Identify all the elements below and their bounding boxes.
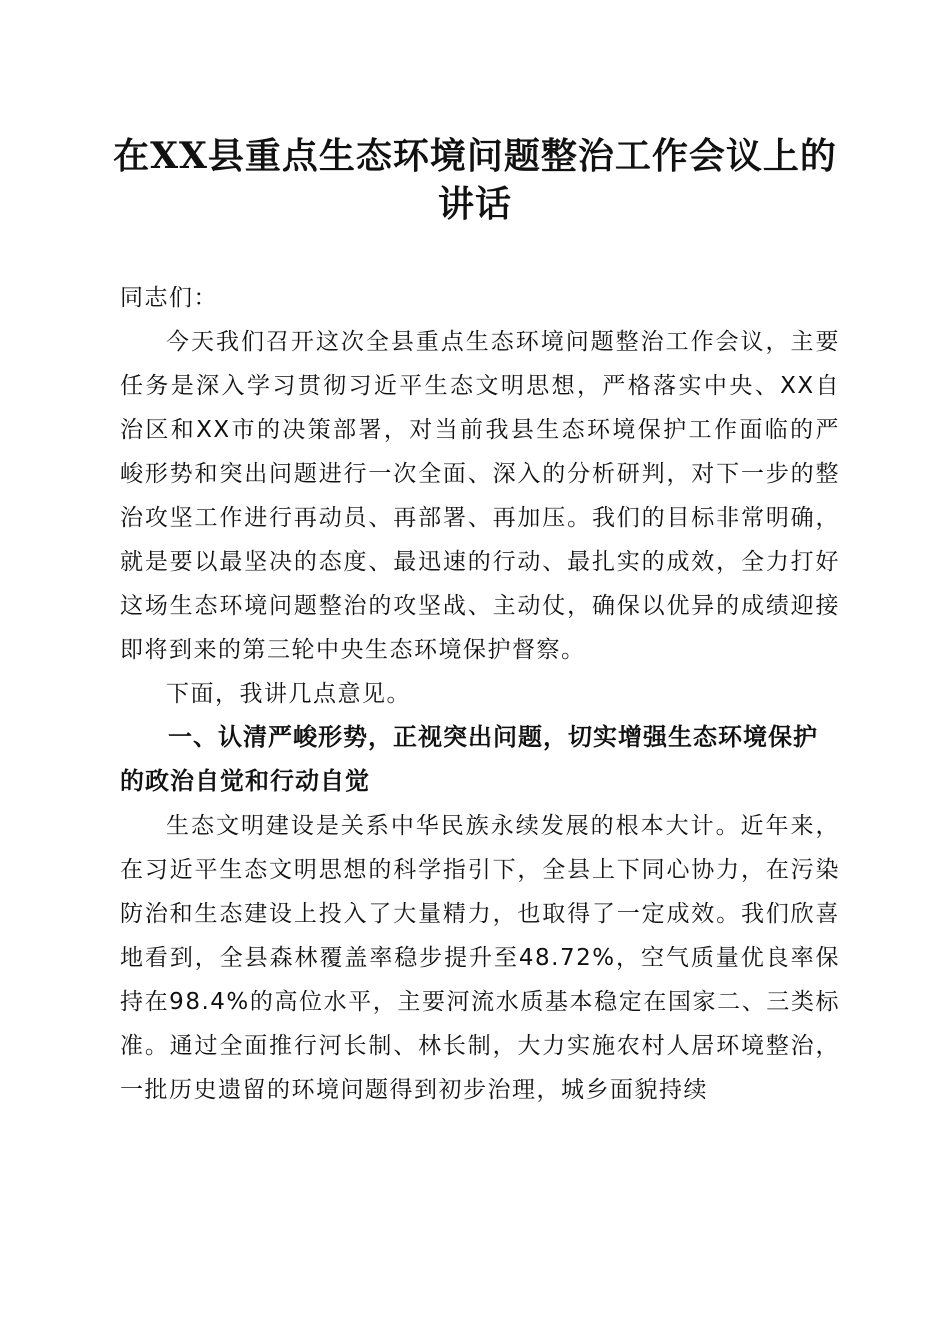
section-1-paragraph: 生态文明建设是关系中华民族永续发展的根本大计。近年来，在习近平生态文明思想的科学指引下，全县上下同心协力，在污染防治和生态建设上投入了大量精力，也取得了一定成效。我们欣喜地看到，全县森林覆盖率稳步提升至48.72%，空气质量优良率保持在98.4%的高位水平，主要河流水质基本稳定在国家二、三类标准。通过全面推行河长制、林长制，大力实施农村人居环境整治，一批历史遗留的环境问题得到初步治理，城乡面貌持续 (120, 813, 840, 1103)
transition-paragraph: 下面，我讲几点意见。 (166, 681, 411, 707)
document-title: 在XX县重点生态环境问题整治工作会议上的讲话 (113, 135, 837, 225)
section-1-heading: 一、认清严峻形势，正视突出问题，切实增强生态环境保护的政治自觉和行动自觉 (120, 724, 818, 795)
salutation: 同志们： (120, 285, 218, 311)
intro-paragraph: 今天我们召开这次全县重点生态环境问题整治工作会议，主要任务是深入学习贯彻习近平生态文明思想，严格落实中央、XX自治区和XX市的决策部署，对当前我县生态环境保护工作面临的严峻形势和突出问题进行一次全面、深入的分析研判，对下一步的整治攻坚工作进行再动员、再部署、再加压。我们的目标非常明确，就是要以最坚决的态度、最迅速的行动、最扎实的成效，全力打好这场生态环境问题整治的攻坚战、主动仗，确保以优异的成绩迎接即将到来的第三轮中央生态环境保护督察。 (120, 329, 840, 663)
document-body (120, 276, 840, 1112)
